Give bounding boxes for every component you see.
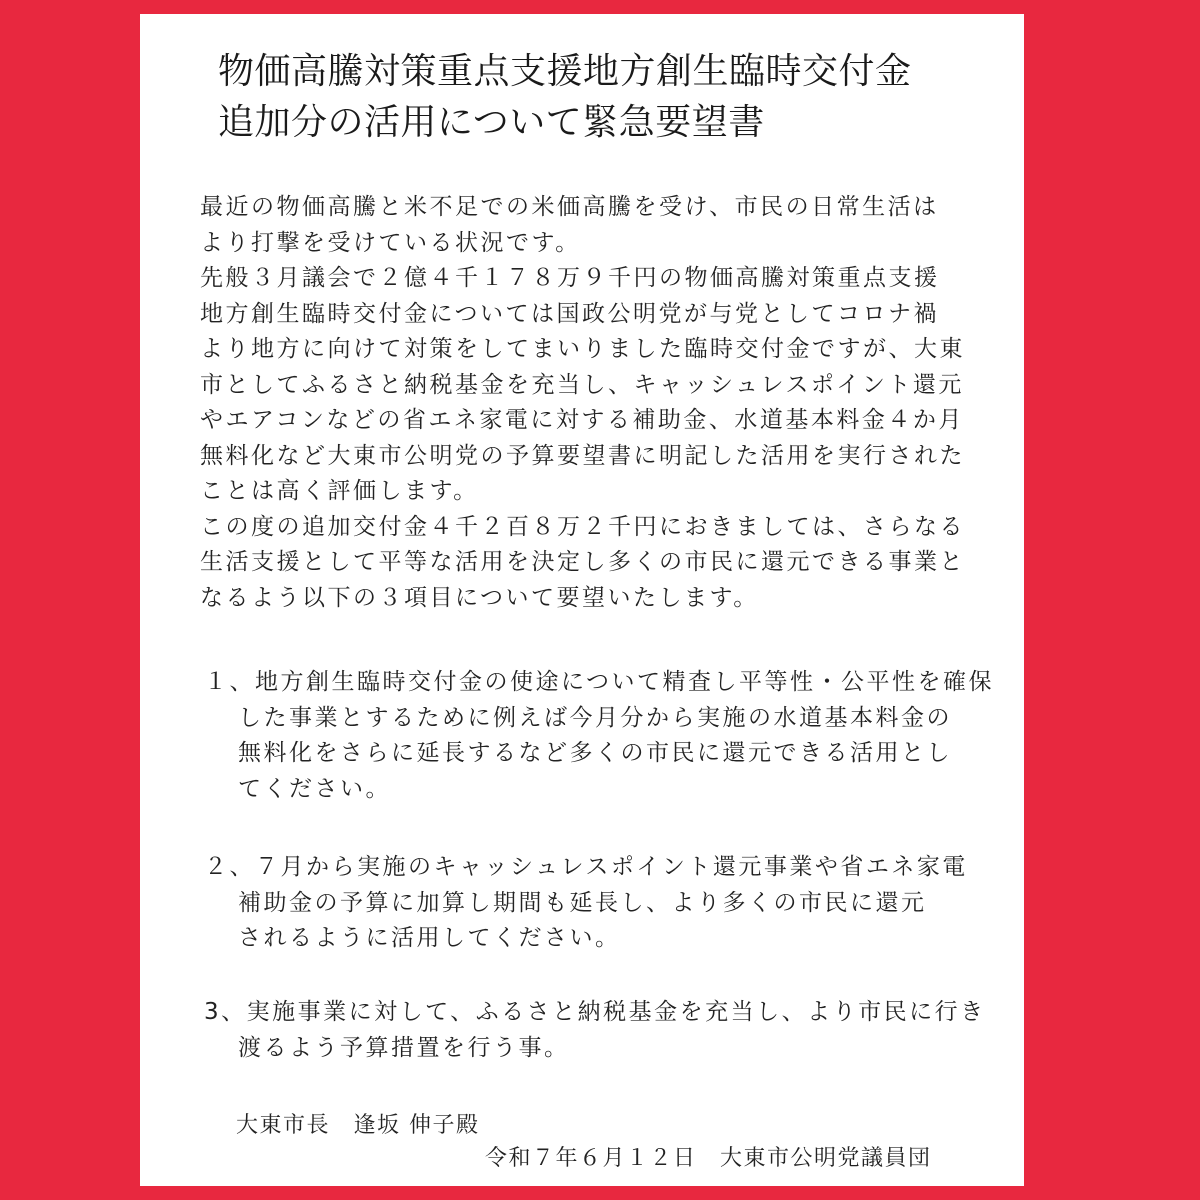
request-line: した事業とするために例えば今月分から実施の水道基本料金の — [238, 704, 952, 731]
body-line: 市としてふるさと納税基金を充当し、キャッシュレスポイント還元 — [200, 371, 964, 398]
request-line: てください。 — [238, 775, 391, 802]
body-line: 先般３月議会で２億４千１７８万９千円の物価高騰対策重点支援 — [200, 265, 940, 291]
body-line: なるよう以下の３項目について要望いたします。 — [200, 584, 759, 611]
request-item-2 — [204, 850, 994, 957]
body-line: 生活支援として平等な活用を決定し多くの市民に還元できる事業と — [200, 549, 965, 575]
request-line: ２、７月から実施のキャッシュレスポイント還元事業や省エネ家電 — [204, 854, 968, 880]
request-line: 補助金の予算に加算し期間も延長し、より多くの市民に還元 — [238, 889, 927, 916]
body-line: やエアコンなどの省エネ家電に対する補助金、水道基本料金４か月 — [200, 407, 964, 433]
title-line: 追加分の活用について緊急要望書 — [218, 102, 765, 143]
request-line: 渡るよう予算措置を行う事。 — [238, 1034, 570, 1061]
document-body — [200, 190, 990, 616]
body-line: より打撃を受けている状況です。 — [200, 229, 581, 256]
body-line: より地方に向けて対策をしてまいりました臨時交付金ですが、大東 — [200, 336, 965, 362]
body-line: 最近の物価高騰と米不足での米価高騰を受け、市民の日常生活は — [200, 194, 939, 220]
request-line: 無料化をさらに延長するなど多くの市民に還元できる活用とし — [238, 740, 952, 766]
document-title — [218, 46, 998, 148]
request-item-3 — [204, 995, 994, 1066]
title-line: 物価高騰対策重点支援地方創生臨時交付金 — [218, 51, 912, 92]
request-line: １、地方創生臨時交付金の使途について精査し平等性・公平性を確保 — [204, 669, 995, 695]
body-line: この度の追加交付金４千２百８万２千円におきましては、さらなる — [200, 513, 965, 540]
document-sheet — [140, 14, 1024, 1186]
addressee: 大東市長 逢坂 伸子殿 — [236, 1113, 480, 1138]
request-item-1 — [204, 665, 994, 807]
request-line: 3、実施事業に対して、ふるさと納税基金を充当し、より市民に行き — [204, 999, 986, 1025]
body-line: ことは高く評価します。 — [200, 478, 479, 504]
date-and-signature: 令和７年６月１２日 大東市公明党議員団 — [485, 1146, 932, 1171]
body-line: 無料化など大東市公明党の予算要望書に明記した活用を実行された — [200, 442, 965, 469]
body-line: 地方創生臨時交付金については国政公明党が与党としてコロナ禍 — [200, 300, 940, 327]
request-line: されるように活用してください。 — [238, 925, 621, 951]
